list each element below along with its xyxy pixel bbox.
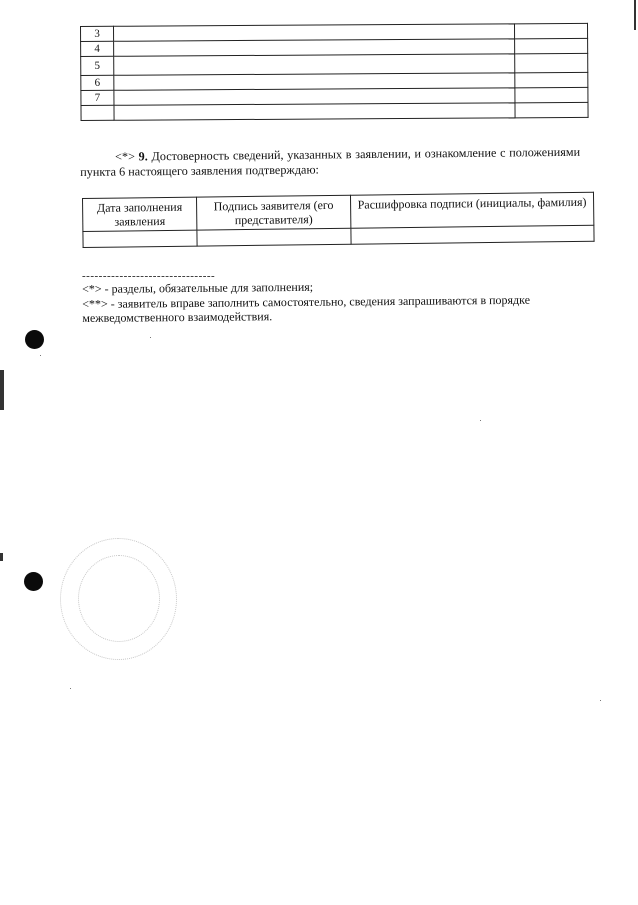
numbered-rows-table (80, 23, 589, 121)
footnote-1: <*> - разделы, обязательные для заполнения; (82, 279, 314, 296)
signature-cell (197, 228, 351, 246)
footnotes (82, 277, 582, 325)
scan-speck (70, 688, 71, 689)
row-cell (515, 53, 588, 72)
scan-edge-mark (0, 553, 3, 561)
row-cell (114, 54, 515, 75)
row-cell (114, 103, 515, 120)
signature-table (82, 192, 595, 248)
scan-speck (600, 700, 601, 701)
footnote-separator: -------------------------------- (82, 270, 216, 282)
scan-edge-mark (0, 370, 4, 410)
date-cell (83, 230, 197, 247)
faded-stamp-inner (78, 555, 160, 642)
row-number-empty (81, 105, 114, 120)
row-number: 6 (81, 75, 114, 90)
punch-hole (25, 330, 44, 349)
scan-speck (150, 337, 151, 338)
section-9-paragraph (80, 145, 580, 180)
section-9-prefix: <*> (114, 149, 135, 164)
signature-header: Подпись заявителя (его представителя) (196, 195, 350, 230)
row-cell (515, 102, 588, 117)
scan-edge-mark (634, 0, 636, 30)
row-number: 4 (81, 41, 114, 56)
signature-decode-cell (351, 225, 594, 244)
scan-speck (480, 420, 481, 421)
signature-decode-header: Расшифровка подписи (инициалы, фамилия) (350, 192, 593, 228)
row-cell (515, 87, 588, 102)
row-number: 3 (81, 26, 114, 41)
punch-hole (24, 572, 43, 591)
section-9-text: Достоверность сведений, указанных в заявлении, и ознакомление с положениями пункта 6 настоящего заявления подтверждаю: (80, 144, 581, 179)
row-cell (515, 72, 588, 87)
row-cell (515, 38, 588, 53)
scan-speck (40, 355, 41, 356)
footnote-2: <**> - заявитель вправе заполнить самостоятельно, сведения запрашиваются в порядке межведомственного взаимодействия. (82, 292, 531, 325)
table-row (81, 102, 588, 120)
section-9-number: 9. (138, 149, 148, 164)
row-number: 7 (81, 90, 114, 105)
row-number: 5 (81, 56, 114, 75)
date-header: Дата заполнения заявления (83, 197, 197, 231)
row-cell (514, 23, 587, 38)
